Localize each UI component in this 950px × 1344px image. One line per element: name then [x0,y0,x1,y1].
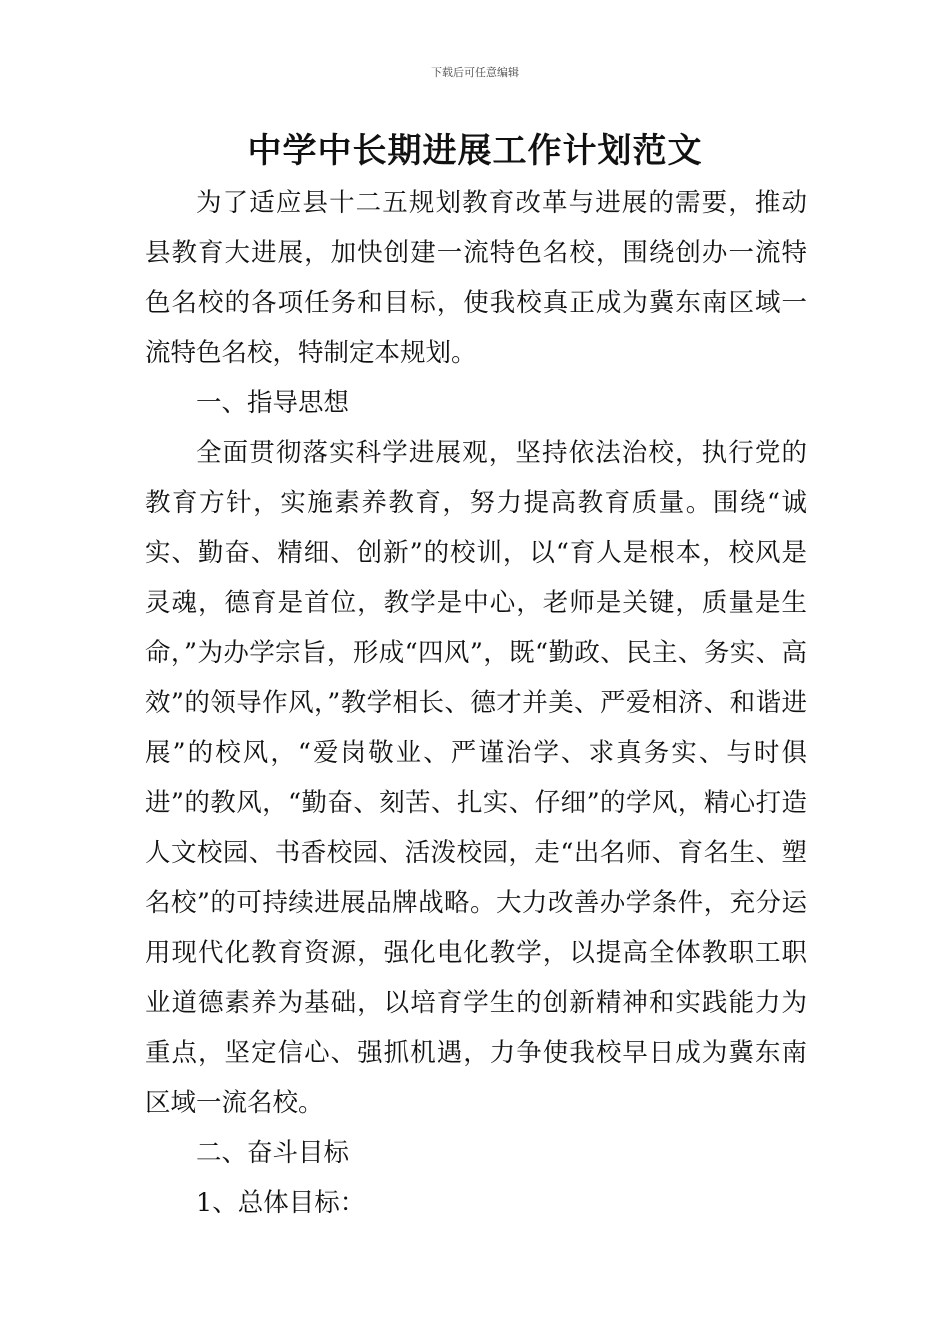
section-heading-guiding-ideology: 一、指导思想 [196,388,350,418]
section-heading-goals: 二、奋斗目标 [196,1138,350,1168]
page-header-note: 下载后可任意编辑 [431,66,519,79]
subsection-heading-overall-goal: 1、总体目标： [196,1188,366,1218]
guiding-ideology-paragraph: 全面贯彻落实科学进展观，坚持依法治校，执行党的教育方针，实施素养教育，努力提高教育质量。围绕“诚实、勤奋、精细、创新”的校训，以“育人是根本，校风是灵魂，德育是首位，教学是中心，老师是关键，质量是生命，”为办学宗旨，形成“四风”，既“勤政、民主、务实、高效”的领导作风，”教学相长、德才并美、严爱相济、和谐进展”的校风，“爱岗敬业、严谨治学、求真务实、与时俱进”的教风，“勤奋、刻苦、扎实、仔细”的学风，精心打造人文校园、书香校园、活泼校园，走“出名师、育名生、塑名校”的可持续进展品牌战略。大力改善办学条件，充分运用现代化教育资源，强化电化教学，以提高全体教职工职业道德素养为基础，以培育学生的创新精神和实践能力为重点，坚定信心、强抓机遇，力争使我校早日成为冀东南区域一流名校。 [145,438,807,1118]
document-title: 中学中长期进展工作计划范文 [247,131,703,171]
document-body [145,178,807,1228]
intro-paragraph: 为了适应县十二五规划教育改革与进展的需要，推动县教育大进展，加快创建一流特色名校，围绕创办一流特色名校的各项任务和目标，使我校真正成为冀东南区域一流特色名校，特制定本规划。 [145,188,807,368]
